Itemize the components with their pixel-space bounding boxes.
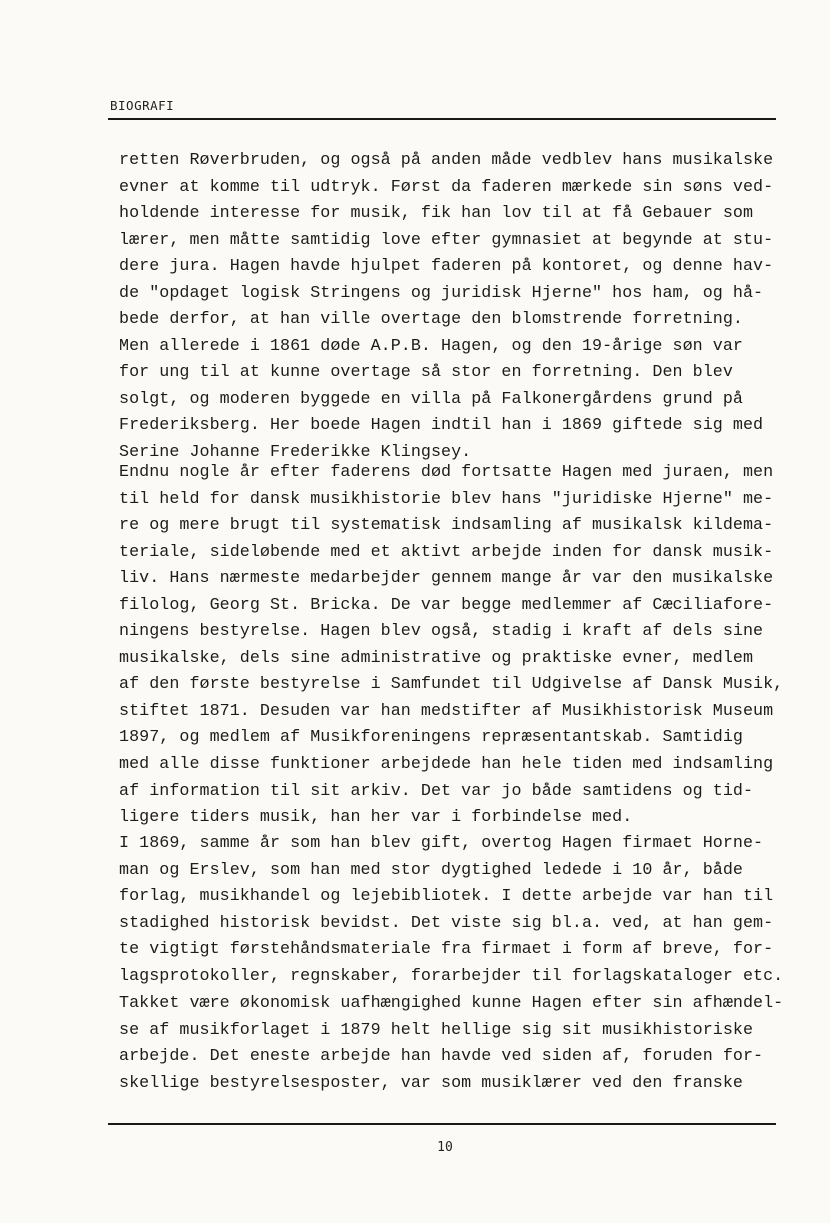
header-rule xyxy=(108,118,776,120)
text-line: de "opdaget logisk Stringens og juridisk Hjerne" hos ham, og hå- xyxy=(119,283,764,303)
text-line: lagsprotokoller, regnskaber, forarbejder til forlagskataloger etc. xyxy=(119,966,784,986)
text-line: med alle disse funktioner arbejdede han hele tiden med indsamling xyxy=(119,755,774,775)
footer-rule xyxy=(108,1123,776,1125)
text-line: af den første bestyrelse i Samfundet til Udgivelse af Dansk Musik, xyxy=(119,675,784,695)
paragraph-1 xyxy=(119,148,779,467)
text-line: stiftet 1871. Desuden var han medstifter af Musikhistorisk Museum xyxy=(119,701,774,721)
text-line: lærer, men måtte samtidig love efter gymnasiet at begynde at stu- xyxy=(119,230,774,250)
text-line: arbejde. Det eneste arbejde han havde ved siden af, foruden for- xyxy=(119,1047,764,1067)
text-line: af information til sit arkiv. Det var jo både samtidens og tid- xyxy=(119,781,754,801)
text-line: Serine Johanne Frederikke Klingsey. xyxy=(119,443,472,463)
text-line: ligere tiders musik, han her var i forbindelse med. xyxy=(119,808,633,828)
text-line: Endnu nogle år efter faderens død fortsatte Hagen med juraen, men xyxy=(119,463,774,482)
text-line: man og Erslev, som han med stor dygtighed ledede i 10 år, både xyxy=(119,860,743,880)
paragraph-2 xyxy=(119,460,784,832)
text-line: Men allerede i 1861 døde A.P.B. Hagen, og den 19-årige søn var xyxy=(119,336,743,356)
text-line: Frederiksberg. Her boede Hagen indtil han i 1869 giftede sig med xyxy=(119,416,764,436)
text-line: skellige bestyrelsesposter, var som musiklærer ved den franske xyxy=(119,1073,743,1093)
text-line: te vigtigt førstehåndsmateriale fra firmaet i form af breve, for- xyxy=(119,940,774,960)
text-line: 1897, og medlem af Musikforeningens repræsentantskab. Samtidig xyxy=(119,728,743,748)
text-line: I 1869, samme år som han blev gift, overtog Hagen firmaet Horne- xyxy=(119,834,764,853)
text-line: for ung til at kunne overtage så stor en forretning. Den blev xyxy=(119,363,733,383)
text-line: forlag, musikhandel og lejebibliotek. I dette arbejde var han til xyxy=(119,887,774,907)
text-line: se af musikforlaget i 1879 helt hellige sig sit musikhistoriske xyxy=(119,1020,754,1040)
text-line: bede derfor, at han ville overtage den blomstrende forretning. xyxy=(119,310,743,330)
text-line: teriale, sideløbende med et aktivt arbejde inden for dansk musik- xyxy=(119,542,774,562)
text-line: til held for dansk musikhistorie blev hans "juridiske Hjerne" me- xyxy=(119,489,774,509)
section-header: BIOGRAFI xyxy=(110,98,175,113)
text-line: dere jura. Hagen havde hjulpet faderen på kontoret, og denne hav- xyxy=(119,257,774,277)
text-line: Takket være økonomisk uafhængighed kunne Hagen efter sin afhændel- xyxy=(119,994,784,1013)
text-line: solgt, og moderen byggede en villa på Falkonergårdens grund på xyxy=(119,389,743,409)
text-line: evner at komme til udtryk. Først da faderen mærkede sin søns ved- xyxy=(119,177,774,197)
paragraph-4 xyxy=(119,991,784,1097)
text-line: liv. Hans nærmeste medarbejder gennem mange år var den musikalske xyxy=(119,569,774,589)
text-line: musikalske, dels sine administrative og praktiske evner, medlem xyxy=(119,648,754,668)
text-line: ningens bestyrelse. Hagen blev også, stadig i kraft af dels sine xyxy=(119,622,764,642)
text-line: retten Røverbruden, og også på anden måde vedblev hans musikalske xyxy=(119,151,774,170)
text-line: filolog, Georg St. Bricka. De var begge medlemmer af Cæciliafore- xyxy=(119,595,774,615)
paragraph-3 xyxy=(119,831,784,990)
text-line: re og mere brugt til systematisk indsamling af musikalsk kildema- xyxy=(119,516,774,536)
text-line: stadighed historisk bevidst. Det viste sig bl.a. ved, at han gem- xyxy=(119,913,774,933)
page-number: 10 xyxy=(437,1140,453,1155)
text-line: holdende interesse for musik, fik han lov til at få Gebauer som xyxy=(119,204,754,224)
